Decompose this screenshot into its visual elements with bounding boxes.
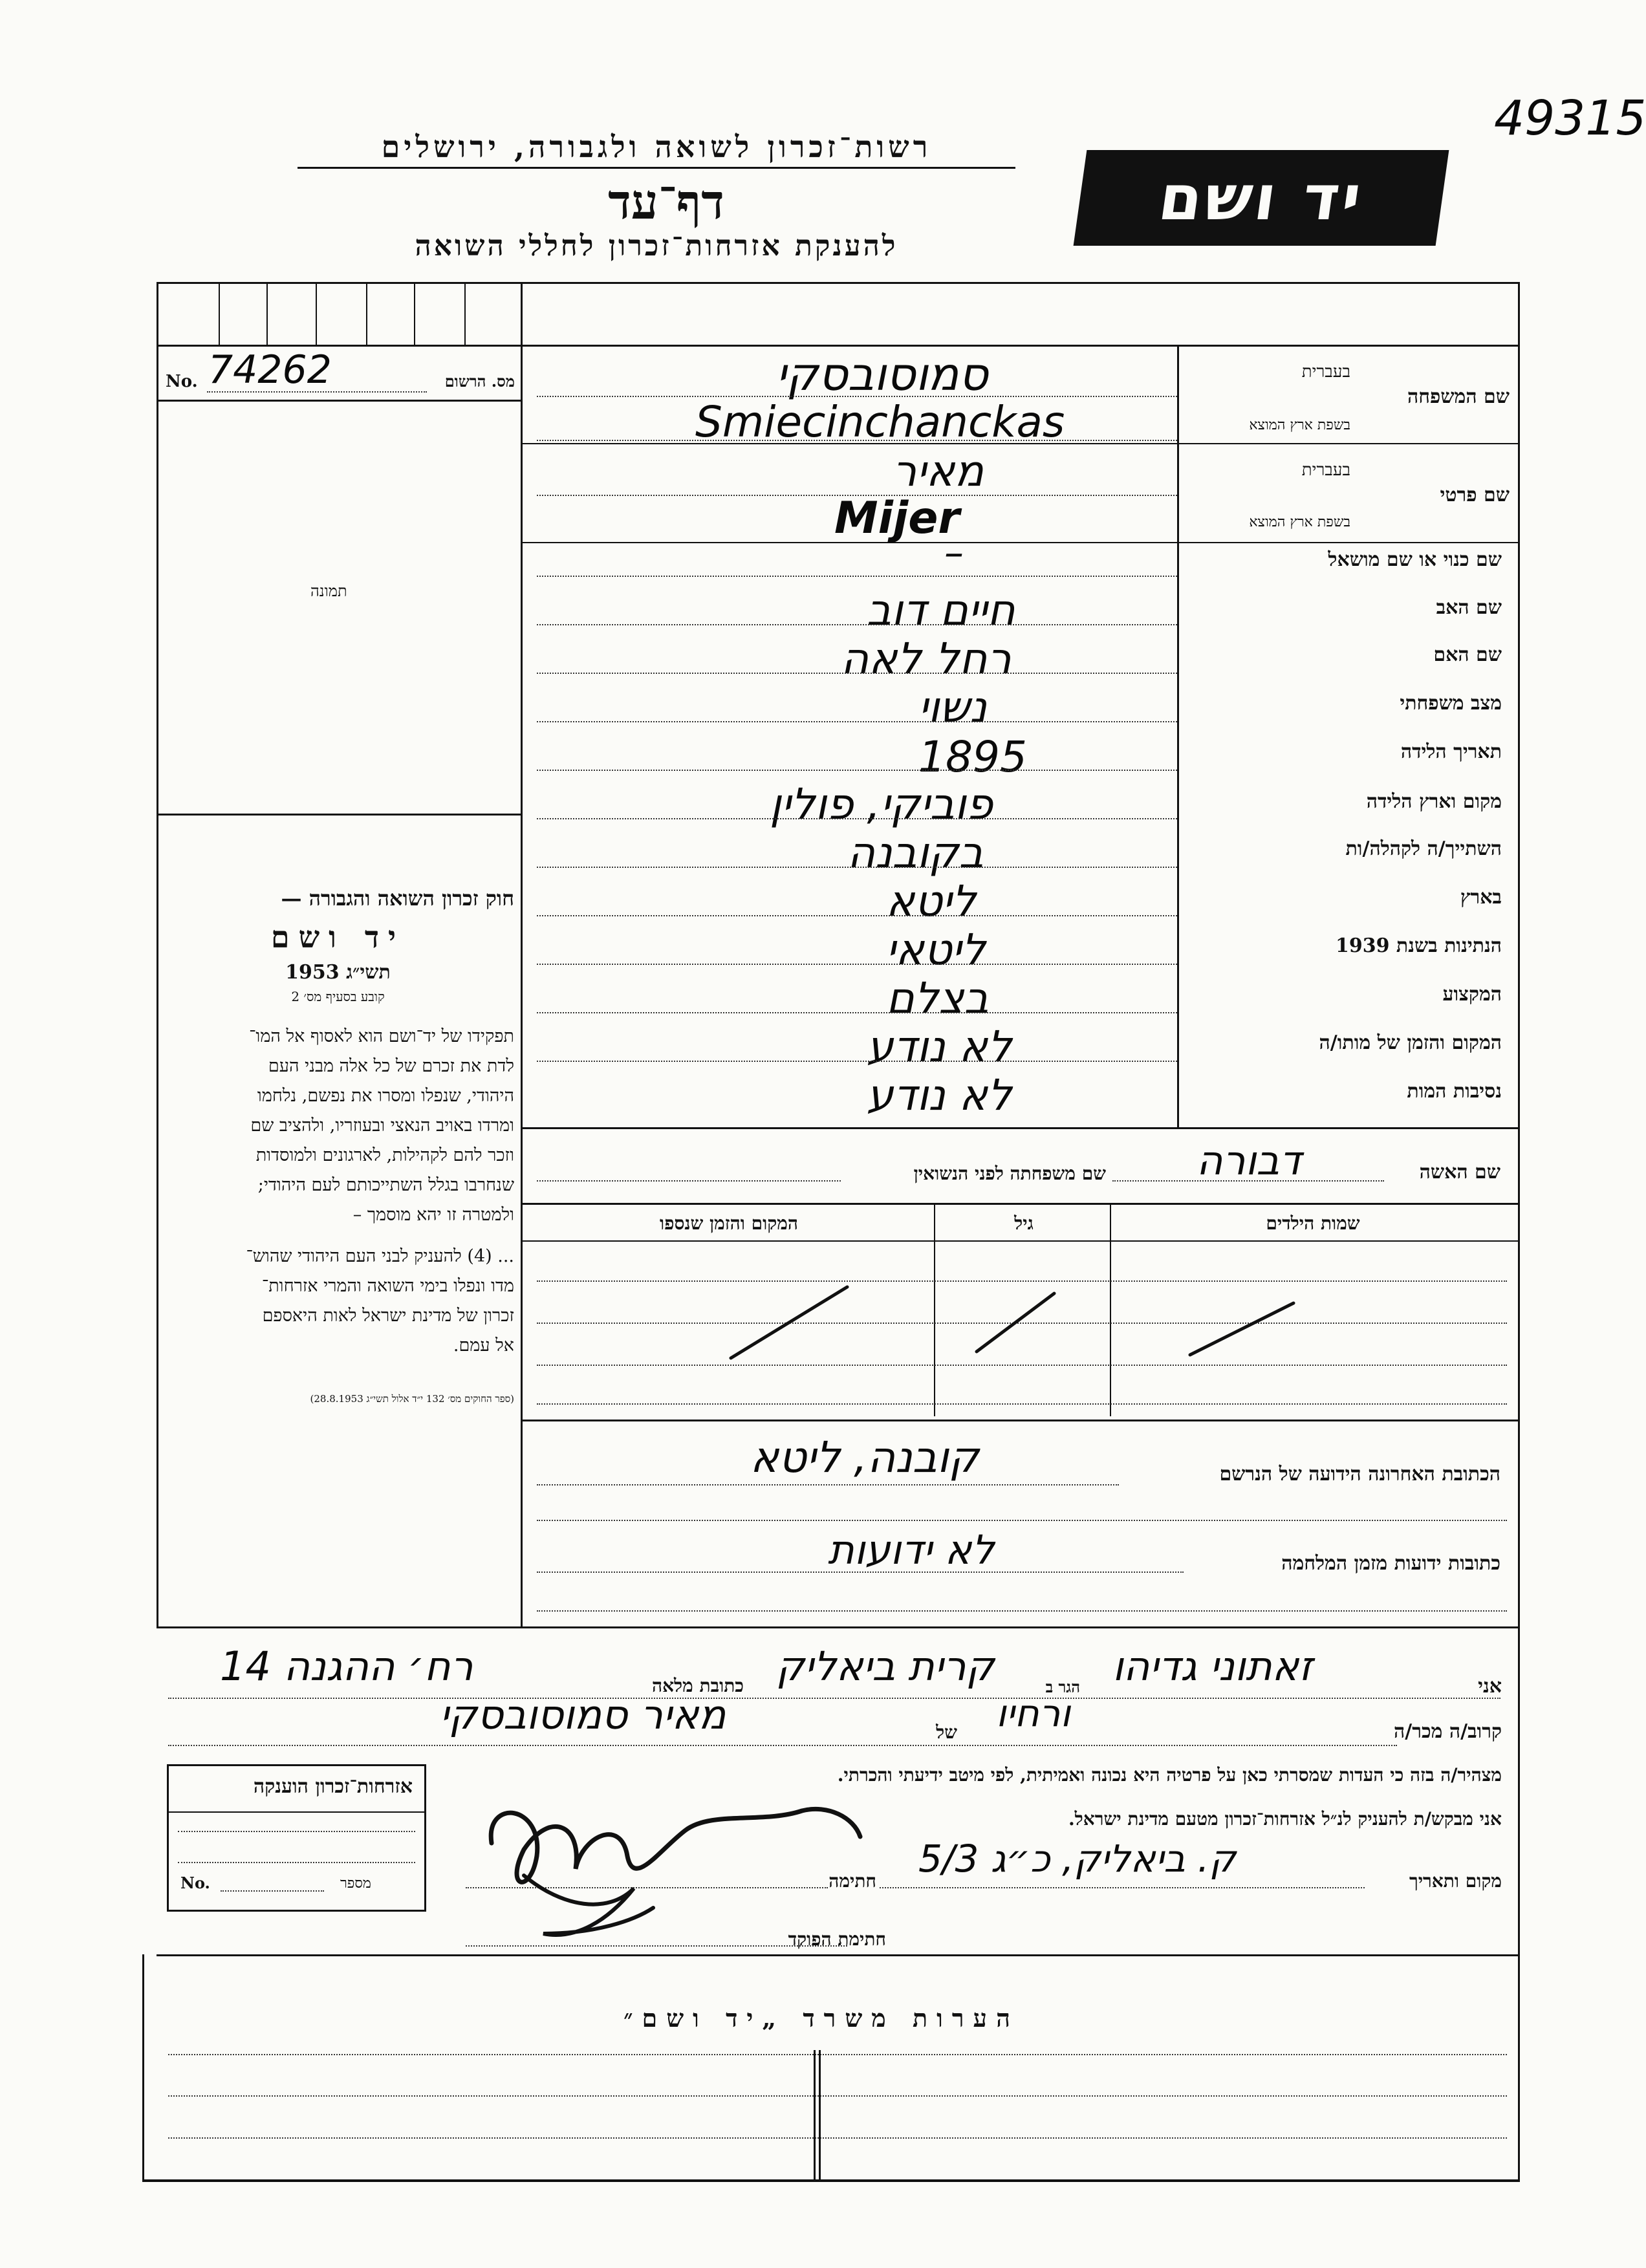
death-place-time-label: המקום והזמן של מותו/ה bbox=[1319, 1031, 1502, 1054]
place-date-value: ק. ביאליק, כ״ג 5/3 bbox=[918, 1837, 1236, 1881]
law-line: ומרדו באויב הנאצי ובעוזריו, ולהציב שם bbox=[250, 1116, 514, 1136]
nickname-label: שם כנוי או שם מושאל bbox=[1328, 548, 1502, 571]
spouse-value: דבורה bbox=[1197, 1137, 1302, 1184]
first-name-sub-native: בשפת ארץ המוצא bbox=[1249, 514, 1350, 530]
law-reference: (ספר החוקים מס׳ 132 י״ד אלול תשי״ג 28.8.1953) bbox=[310, 1393, 514, 1405]
law-line: זכרון של מדינת ישראל לאות היאספם bbox=[262, 1306, 514, 1326]
logo-text: יד ושם bbox=[1154, 162, 1369, 234]
law-line: ... (4) להעניק לבני העם היהודי שהוש־ bbox=[246, 1246, 514, 1266]
law-name: יד ושם bbox=[270, 920, 406, 955]
surname-sub-hebrew: בעברית bbox=[1301, 362, 1350, 382]
declaration-statement: מצהיר/ה בזה כי העדות שמסרתי כאן על פרטיה היא נכונה ואמיתית, לפי מיטב ידיעתי והכרתי. bbox=[837, 1764, 1502, 1786]
last-address-label: הכתובת האחרונה הידועה של הנרשם bbox=[1219, 1463, 1500, 1485]
law-year: תשי״ג 1953 bbox=[285, 961, 391, 984]
authority-name: רשות־זכרון לשואה ולגבורה, ירושלים bbox=[298, 129, 1015, 169]
signature-label: חתימה bbox=[828, 1870, 876, 1892]
law-line: ולמטרה זו יהא מוסמך – bbox=[352, 1205, 514, 1225]
community-label: השתייך/ה לקהלה/ות bbox=[1345, 837, 1502, 860]
citizenship-box-title: אזרחות־זכרון הוענקה bbox=[169, 1766, 424, 1813]
wartime-address-value: לא ידועות bbox=[828, 1526, 995, 1573]
law-line: אל עמם. bbox=[453, 1335, 514, 1355]
surname-label: שם המשפחה bbox=[1407, 385, 1510, 408]
of-label: של bbox=[936, 1722, 957, 1743]
children-death-header: המקום והזמן שנספו bbox=[660, 1213, 798, 1234]
profession-value: בצלם bbox=[886, 973, 989, 1023]
law-line: לדת את זכרם של כל אלה מבני העם bbox=[268, 1056, 514, 1076]
law-excerpt bbox=[162, 886, 514, 1405]
address-label: כתובת מלאה bbox=[651, 1675, 744, 1696]
law-line: תפקידו של יד־ושם הוא לאסוף אל המו־ bbox=[249, 1026, 514, 1046]
children-age-header: גיל bbox=[1014, 1213, 1034, 1234]
children-names-header: שמות הילדים bbox=[1266, 1213, 1360, 1234]
mother-label: שם האם bbox=[1433, 643, 1502, 666]
last-address-value: קובנה, ליטא bbox=[750, 1432, 979, 1482]
birth-date-value: 1895 bbox=[918, 732, 1027, 782]
relation-label: קרוב/ה מכר/ה bbox=[1394, 1720, 1502, 1743]
reg-label: מס. הרשום bbox=[444, 372, 515, 391]
surname-sub-native: בשפת ארץ המוצא bbox=[1249, 417, 1350, 433]
law-line: וזכר להם לקהילות, לארגונים ולמוסדות bbox=[255, 1145, 514, 1165]
marital-status-label: מצב משפחתי bbox=[1400, 692, 1502, 715]
law-line: שנחרבו בגלל השתייכותם לעם היהודי; bbox=[257, 1175, 514, 1195]
declarant-address: רח׳ ההגנה 14 bbox=[220, 1643, 473, 1690]
law-title: חוק זכרון השואה והגבורה — bbox=[281, 886, 514, 911]
handwritten-signature bbox=[466, 1759, 880, 1953]
yad-vashem-logo bbox=[1074, 150, 1449, 246]
office-notes-title: הערות משרד „יד ושם״ bbox=[623, 2003, 1019, 2033]
resides-label: הגר ב bbox=[1045, 1678, 1080, 1696]
country-value: ליטא bbox=[886, 876, 977, 926]
surname-native-value: Smiecinchanckas bbox=[695, 397, 1065, 447]
death-place-time-value: לא נודע bbox=[867, 1022, 1012, 1072]
declaration-request: אני מבקש/ת להעניק לנ״ל אזרחות־זכרון מטעם מדינת ישראל. bbox=[1068, 1808, 1502, 1830]
citizenship-box-number-label: מספר bbox=[340, 1875, 371, 1892]
nickname-value: – bbox=[944, 530, 964, 576]
form-subtitle: להענקת אזרחות־זכרון לחללי השואה bbox=[415, 230, 898, 263]
declarant-name: זאתוני גדיהו bbox=[1112, 1643, 1313, 1690]
corner-number: 49315 bbox=[1494, 91, 1646, 146]
maiden-name-label: שם משפחתה לפני הנשואין bbox=[913, 1163, 1106, 1184]
surname-hebrew-value: סמוסובסקי bbox=[776, 348, 988, 401]
field-surname bbox=[1184, 354, 1512, 438]
reg-number-value: 74262 bbox=[208, 347, 332, 393]
father-value: חיים דוב bbox=[867, 585, 1015, 635]
law-line: מדו ונפלו בימי השואה והמרי אזרחות־ bbox=[261, 1276, 514, 1296]
birth-place-value: פוביקי, פולין bbox=[770, 779, 993, 829]
registration-row bbox=[166, 347, 515, 398]
reg-no-label: No. bbox=[166, 372, 198, 391]
of-name: מאיר סמוסובסקי bbox=[440, 1691, 726, 1738]
death-circumstances-label: נסיבות המות bbox=[1407, 1080, 1502, 1103]
citizenship-value: ליטאי bbox=[886, 925, 986, 975]
father-label: שם האב bbox=[1436, 596, 1502, 619]
birth-place-label: מקום וארץ הלידה bbox=[1366, 790, 1502, 813]
relation-value: ורחיו bbox=[996, 1691, 1071, 1735]
community-value: בקובנה bbox=[847, 828, 984, 878]
form-title: דף־עד bbox=[608, 175, 724, 230]
photo-placeholder: תמונה bbox=[310, 582, 347, 600]
death-circumstances-value: לא נודע bbox=[867, 1070, 1012, 1120]
mother-value: רחל לאה bbox=[841, 634, 1012, 684]
law-line: היהודי, שנפלו ומסרו את נפשם, נלחמו bbox=[257, 1086, 514, 1106]
citizenship-box-no-label: No. bbox=[180, 1874, 210, 1892]
children-strike-marks bbox=[711, 1268, 1423, 1365]
profession-label: המקצוע bbox=[1442, 983, 1502, 1006]
first-name-hebrew-value: מאיר bbox=[893, 446, 984, 496]
declarant-city: קרית ביאליק bbox=[776, 1643, 995, 1690]
officer-signature-label: חתימת הפוקד bbox=[788, 1928, 886, 1950]
marital-status-value: נשוי bbox=[918, 682, 987, 732]
declaration-prefix: אני bbox=[1478, 1675, 1502, 1698]
spouse-label: שם האשה bbox=[1419, 1161, 1500, 1183]
citizenship-label: הנתינות בשנת 1939 bbox=[1335, 934, 1502, 957]
law-clause: קובע בסעיף מס׳ 2 bbox=[291, 989, 385, 1004]
first-name-sub-hebrew: בעברית bbox=[1301, 460, 1350, 480]
first-name-native-value: Mijer bbox=[834, 493, 960, 544]
wartime-address-label: כתובות ידועות מזמן המלחמה bbox=[1281, 1552, 1500, 1575]
place-date-label: מקום ותאריך bbox=[1409, 1870, 1502, 1892]
country-label: בארץ bbox=[1460, 886, 1502, 909]
field-first-name bbox=[1184, 453, 1512, 537]
first-name-label: שם פרטי bbox=[1440, 484, 1510, 506]
citizenship-granted-box bbox=[167, 1764, 426, 1912]
birth-date-label: תאריך הלידה bbox=[1400, 740, 1502, 763]
